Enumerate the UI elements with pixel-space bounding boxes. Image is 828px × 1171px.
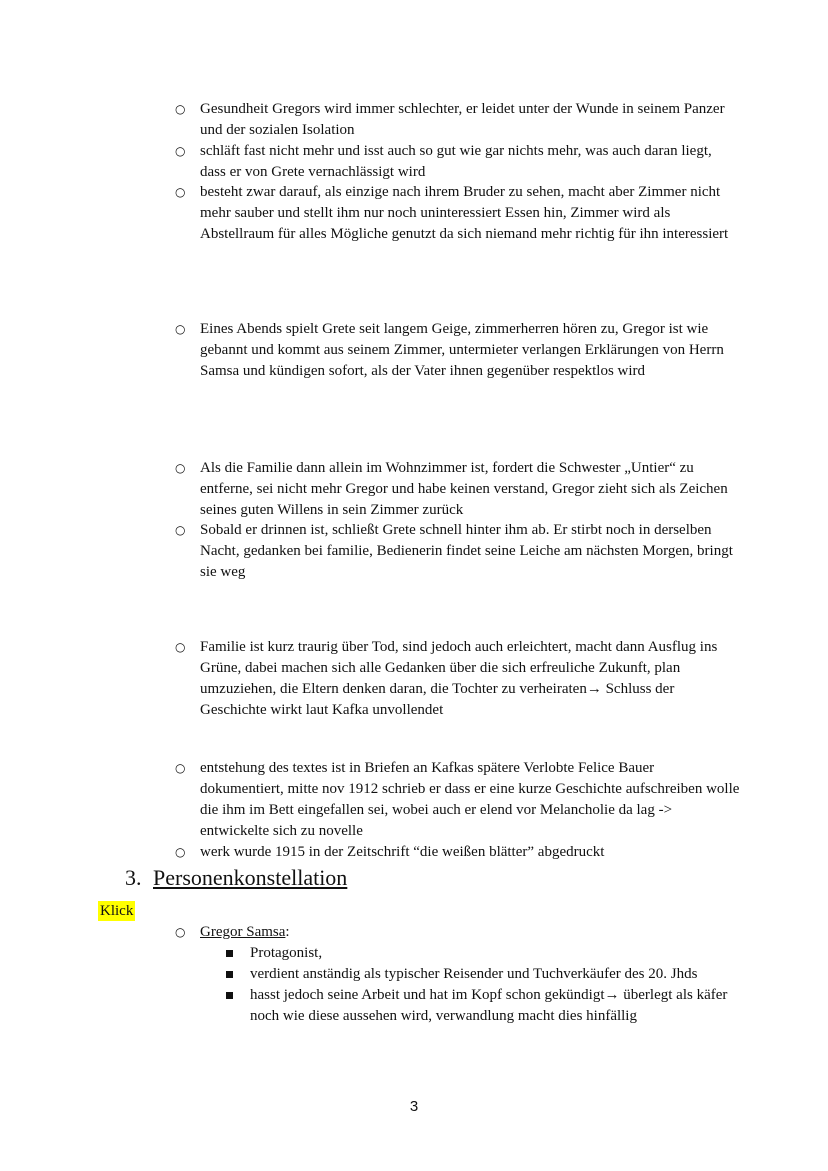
square-bullet-icon (226, 992, 233, 999)
sub-list-item: Protagonist, (250, 945, 323, 961)
circle-bullet-icon: ○ (175, 640, 186, 654)
character-heading (200, 922, 740, 943)
list-item: Eines Abends spielt Grete seit langem Geige, zimmerherren hören zu, Gregor ist wie gebannt und kommt aus seinem Zimmer, untermieter verlangen Erklärungen von Herrn Samsa und kündigen sofort, als der Vater ihnen gegenüber respektlos wird (200, 321, 724, 379)
list-item: besteht zwar darauf, als einzige nach ihrem Bruder zu sehen, macht aber Zimmer nicht mehr sauber und stellt ihm nur noch uninteressiert Essen hin, Zimmer wird als Abstellraum für alles Mögliche genutzt da sich niemand mehr richtig für ihn interessiert (200, 184, 729, 242)
page-number: 3 (409, 1098, 419, 1115)
square-bullet-icon (226, 971, 233, 978)
list-item: Als die Familie dann allein im Wohnzimmer ist, fordert die Schwester „Untier“ zu entferne, sei nicht mehr Gregor und habe keinen verstand, Gregor zieht sich als Zeichen seines guten Willens in sein Zimmer zurück (200, 460, 728, 518)
circle-bullet-icon: ○ (175, 185, 186, 199)
list-item: schläft fast nicht mehr und isst auch so gut wie gar nichts mehr, was auch daran liegt, dass er von Grete vernachlässigt wird (200, 143, 712, 180)
list-item: Sobald er drinnen ist, schließt Grete schnell hinter ihm ab. Er stirbt noch in derselben Nacht, gedanken bei familie, Bedienerin findet seine Leiche am nächsten Morgen, bringt sie weg (200, 522, 733, 580)
circle-bullet-icon: ○ (175, 144, 186, 158)
circle-bullet-icon: ○ (175, 322, 186, 336)
list-item: werk wurde 1915 in der Zeitschrift “die weißen blätter” abgedruckt (200, 844, 605, 860)
character-name: Gregor Samsa (200, 924, 286, 940)
circle-bullet-icon: ○ (175, 845, 186, 859)
sub-list-item: hasst jedoch seine Arbeit und hat im Kopf schon gekündigt→ überlegt als käfer noch wie diese aussehen wird, verwandlung macht dies hinfällig (250, 987, 728, 1024)
section-heading (125, 864, 347, 892)
circle-bullet-icon: ○ (175, 461, 186, 475)
list-item: Gesundheit Gregors wird immer schlechter, er leidet unter der Wunde in seinem Panzer und der sozialen Isolation (200, 101, 725, 138)
square-bullet-icon (226, 950, 233, 957)
klick-link[interactable]: Klick (100, 903, 134, 919)
circle-bullet-icon: ○ (175, 925, 186, 939)
list-item: Familie ist kurz traurig über Tod, sind jedoch auch erleichtert, macht dann Ausflug ins Grüne, dabei machen sich alle Gedanken über die sich erfreuliche Zukunft, plan umzuziehen, die Eltern denken daran, die Tochter zu verheiraten→ Schluss der Geschichte wirkt laut Kafka unvollendet (200, 639, 718, 718)
character-colon: : (285, 924, 290, 940)
section-title: Personenkonstellation (153, 865, 348, 890)
section-number: 3. (125, 865, 142, 890)
circle-bullet-icon: ○ (175, 761, 186, 775)
sub-list-item: verdient anständig als typischer Reisender und Tuchverkäufer des 20. Jhds (250, 966, 698, 982)
circle-bullet-icon: ○ (175, 523, 186, 537)
circle-bullet-icon: ○ (175, 102, 186, 116)
list-item: entstehung des textes ist in Briefen an Kafkas spätere Verlobte Felice Bauer dokumentiert, mitte nov 1912 schrieb er dass er eine kurze Geschichte aufschreiben wolle die ihm im Bett eingefallen sei, wobei auch er elend vor Melancholie da lag -> entwickelte sich zu novelle (200, 760, 740, 839)
